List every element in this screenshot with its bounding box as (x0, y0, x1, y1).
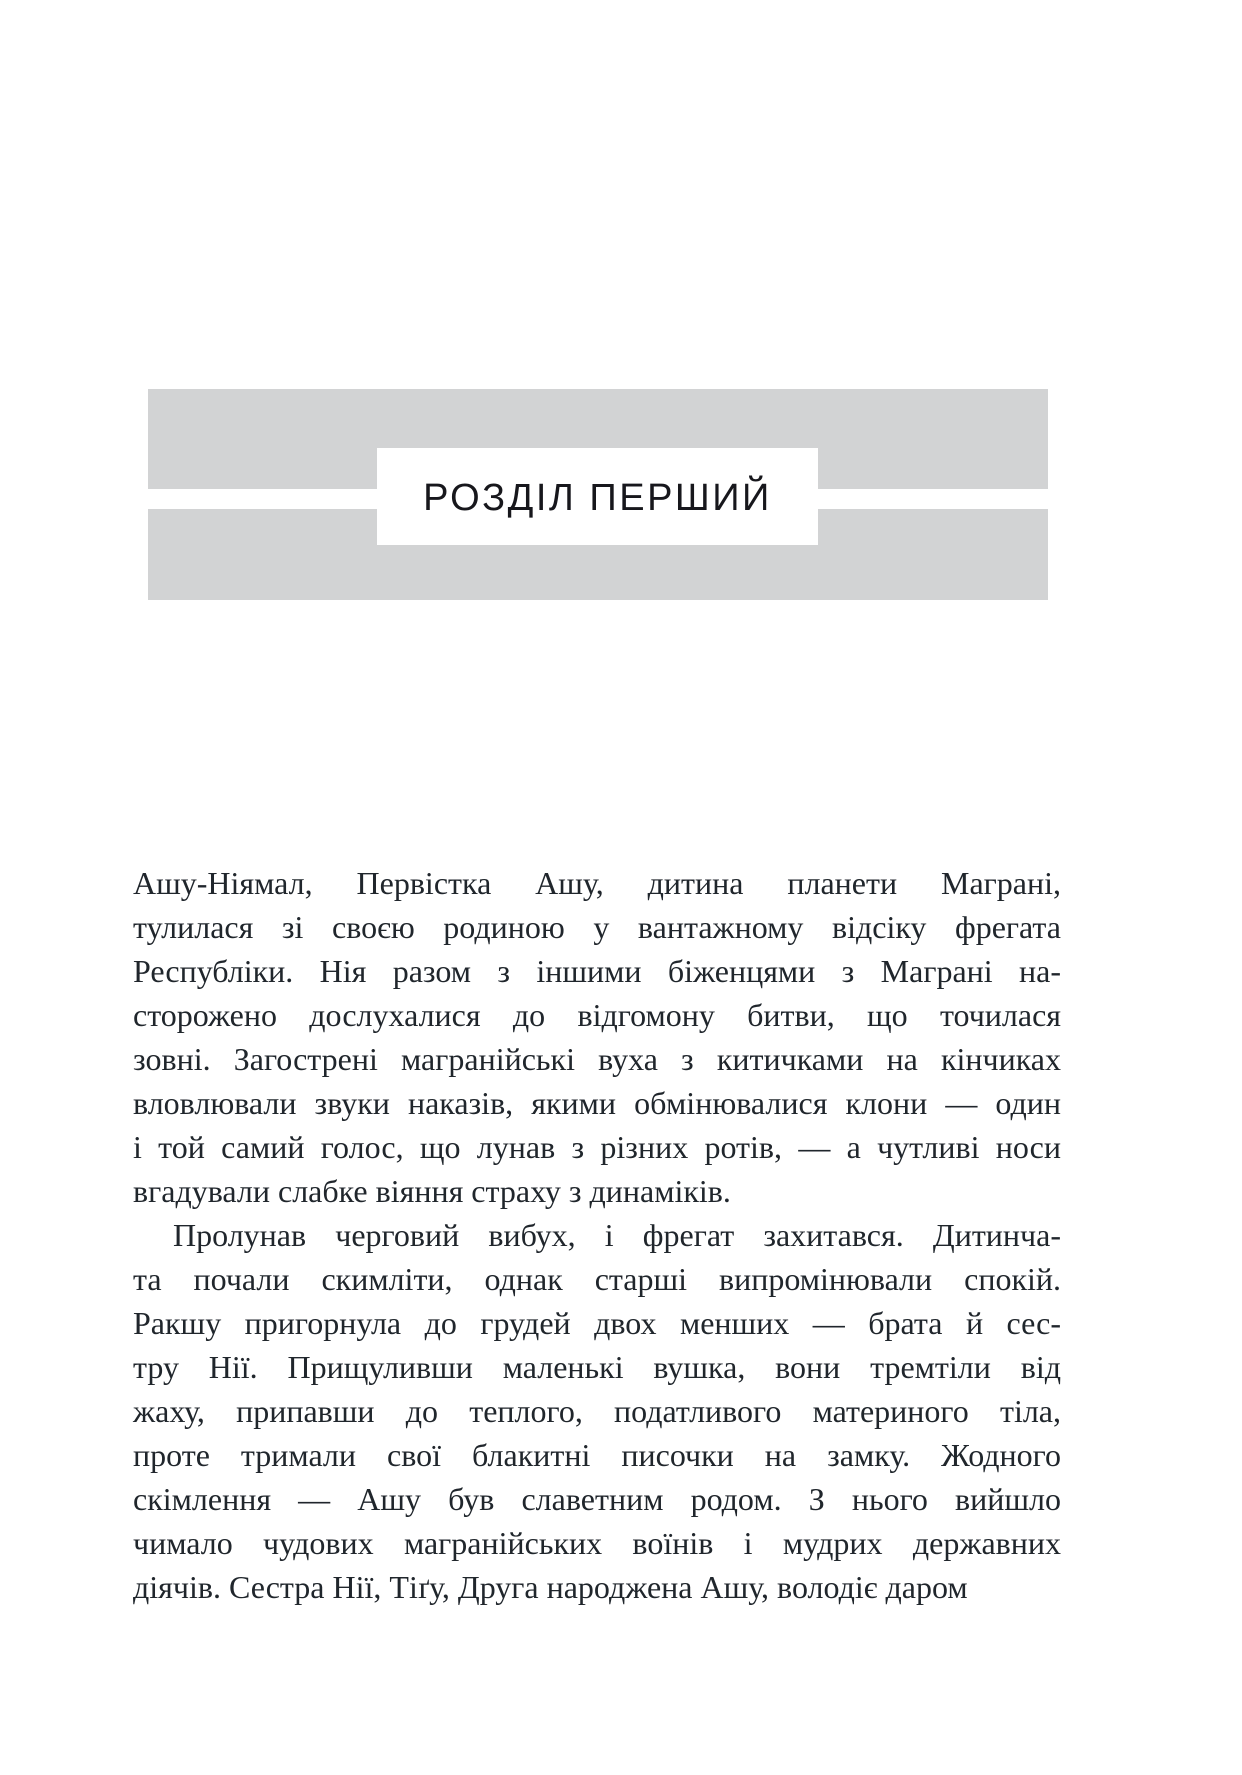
paragraph (133, 861, 1061, 1213)
text-line: чимало чудових магранійських воїнів і мудрих державних (133, 1525, 1061, 1561)
text-line: проте тримали свої блакитні писочки на замку. Жодного (133, 1437, 1061, 1473)
text-line: Ракшу пригорнула до грудей двох менших — брата й сес- (133, 1305, 1061, 1341)
text-line: діячів. Сестра Нії, Тіґу, Друга народжена Ашу, володіє даром (133, 1569, 968, 1605)
text-line: жаху, припавши до теплого, податливого материного тіла, (133, 1393, 1061, 1429)
chapter-title: РОЗДІЛ ПЕРШИЙ (423, 477, 772, 519)
text-line: та почали скимліти, однак старші випромінювали спокій. (133, 1261, 1061, 1297)
text-line: зовні. Загострені магранійські вуха з китичками на кінчиках (133, 1041, 1061, 1077)
text-line: і той самий голос, що лунав з різних ротів, — а чутливі носи (133, 1129, 1061, 1165)
text-line: вловлювали звуки наказів, якими обмінювалися клони — один (133, 1085, 1061, 1121)
text-line: вгадували слабке віяння страху з динаміків. (133, 1173, 731, 1209)
text-line: Ашу-Ніямал, Первістка Ашу, дитина планети Маграні, (133, 865, 1061, 901)
text-line: скімлення — Ашу був славетним родом. З нього вийшло (133, 1481, 1061, 1517)
body-text (133, 861, 1061, 1609)
text-line: тру Нії. Прищуливши маленькі вушка, вони тремтіли від (133, 1349, 1061, 1385)
text-line: сторожено дослухалися до відгомону битви, що точилася (133, 997, 1061, 1033)
chapter-title-box (377, 448, 818, 545)
text-line: тулилася зі своєю родиною у вантажному відсіку фрегата (133, 909, 1061, 945)
text-line: Республіки. Нія разом з іншими біженцями з Маграні на- (133, 953, 1061, 989)
text-line: Пролунав черговий вибух, і фрегат захитався. Дитинча- (173, 1217, 1061, 1253)
paragraph (133, 1213, 1061, 1609)
